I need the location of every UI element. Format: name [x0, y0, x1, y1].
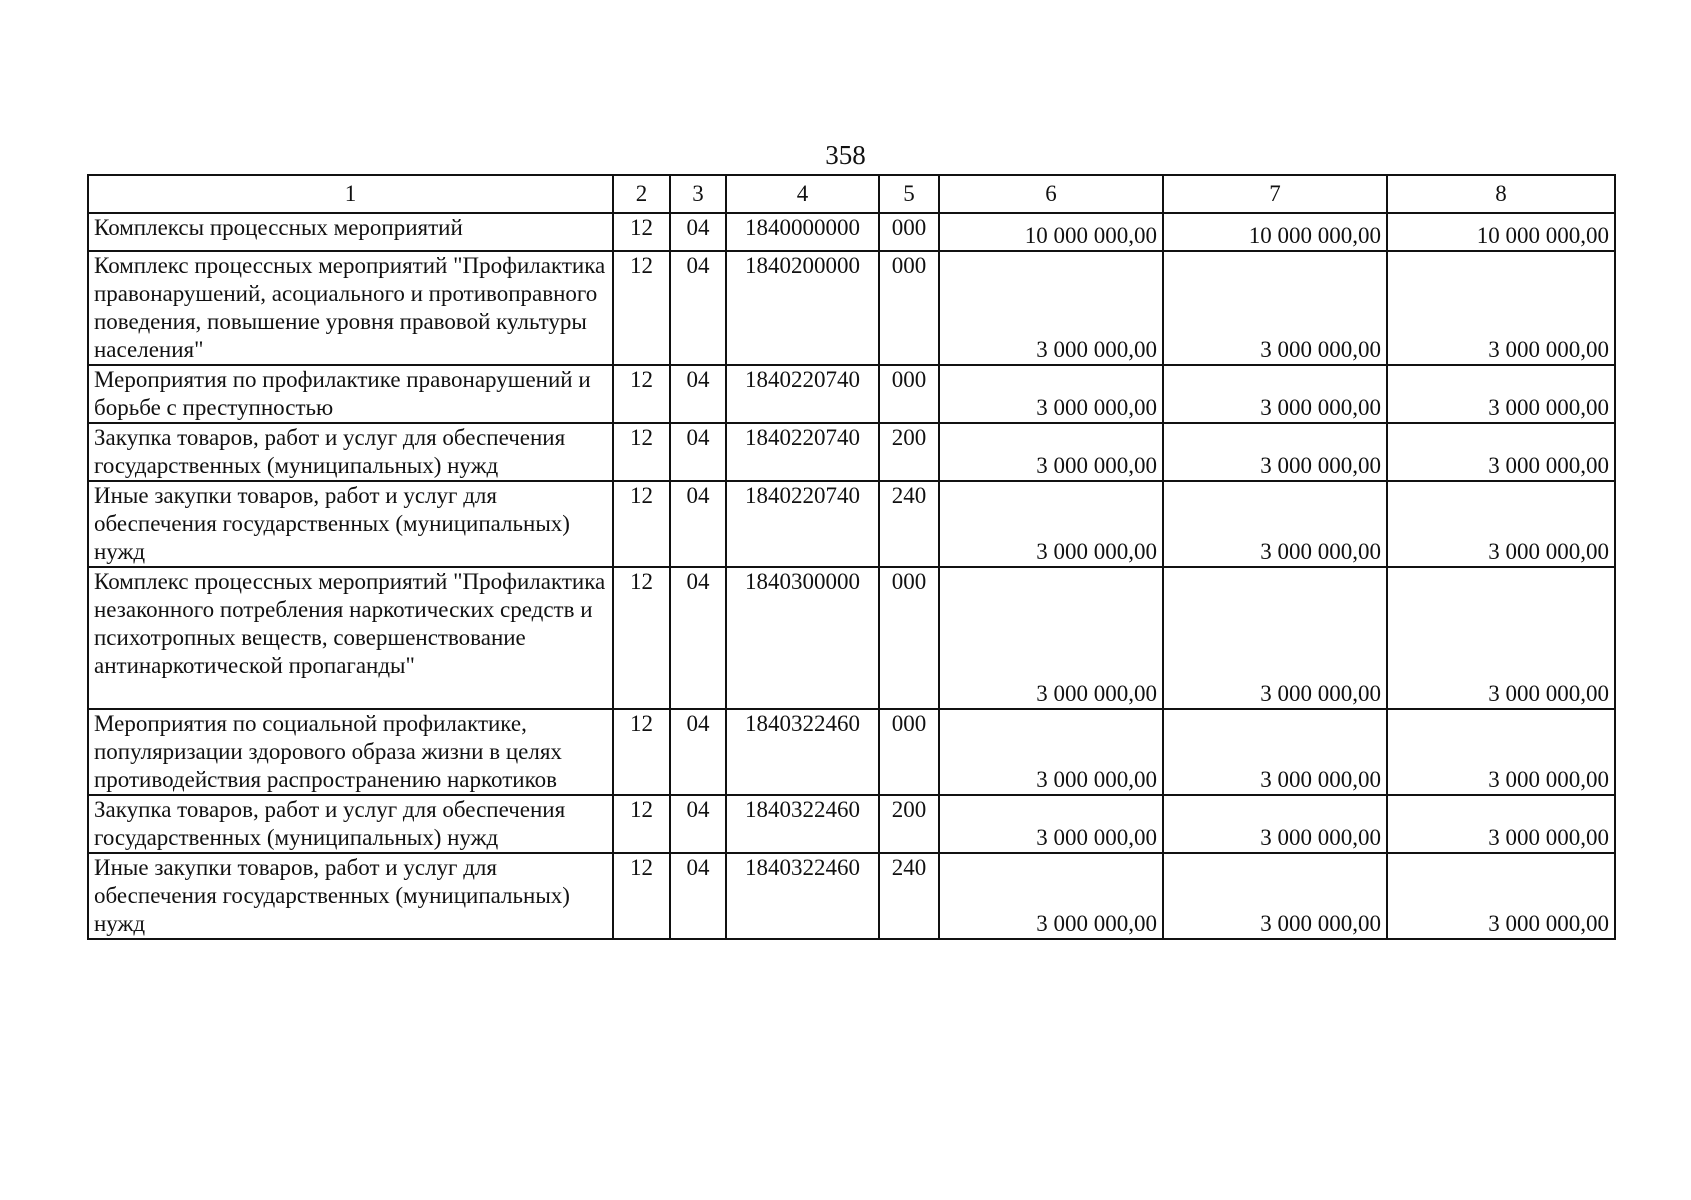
row-code: 04 [670, 213, 726, 251]
row-amount: 3 000 000,00 [1387, 709, 1615, 795]
row-amount: 3 000 000,00 [939, 365, 1163, 423]
row-code: 1840322460 [726, 795, 879, 853]
row-code: 12 [613, 251, 670, 365]
row-amount: 3 000 000,00 [939, 251, 1163, 365]
row-amount: 3 000 000,00 [939, 481, 1163, 567]
row-code: 240 [879, 853, 939, 939]
row-code: 04 [670, 853, 726, 939]
row-code: 1840220740 [726, 365, 879, 423]
row-amount: 3 000 000,00 [1387, 481, 1615, 567]
column-header: 5 [879, 175, 939, 213]
row-code: 240 [879, 481, 939, 567]
row-amount: 3 000 000,00 [939, 709, 1163, 795]
row-amount: 3 000 000,00 [1163, 481, 1387, 567]
row-amount: 3 000 000,00 [1163, 853, 1387, 939]
column-header: 1 [88, 175, 613, 213]
table-row [88, 795, 1615, 853]
budget-table [87, 174, 1616, 940]
table-row [88, 853, 1615, 939]
row-name: Комплекс процессных мероприятий "Профилактика правонарушений, асоциального и противоправного поведения, повышение уровня правовой культуры населения" [88, 251, 613, 365]
row-name: Иные закупки товаров, работ и услуг для обеспечения государственных (муниципальных) нужд [88, 481, 613, 567]
table-header-row [88, 175, 1615, 213]
row-code: 000 [879, 365, 939, 423]
column-header: 6 [939, 175, 1163, 213]
row-code: 200 [879, 795, 939, 853]
row-code: 200 [879, 423, 939, 481]
row-code: 12 [613, 481, 670, 567]
row-code: 1840322460 [726, 853, 879, 939]
row-code: 000 [879, 251, 939, 365]
row-code: 12 [613, 795, 670, 853]
row-amount: 3 000 000,00 [939, 853, 1163, 939]
row-amount: 3 000 000,00 [939, 567, 1163, 709]
column-header: 7 [1163, 175, 1387, 213]
table-row [88, 709, 1615, 795]
table-row [88, 423, 1615, 481]
row-amount: 3 000 000,00 [1387, 567, 1615, 709]
table-row [88, 481, 1615, 567]
row-code: 04 [670, 365, 726, 423]
row-amount: 10 000 000,00 [1163, 213, 1387, 251]
row-code: 1840322460 [726, 709, 879, 795]
row-amount: 3 000 000,00 [939, 423, 1163, 481]
row-amount: 3 000 000,00 [1163, 567, 1387, 709]
column-header: 3 [670, 175, 726, 213]
row-code: 04 [670, 423, 726, 481]
page-number: 358 [825, 140, 866, 170]
row-code: 04 [670, 251, 726, 365]
column-header: 4 [726, 175, 879, 213]
row-code: 12 [613, 365, 670, 423]
row-amount: 3 000 000,00 [1387, 365, 1615, 423]
row-code: 1840000000 [726, 213, 879, 251]
table-row [88, 567, 1615, 709]
row-name: Иные закупки товаров, работ и услуг для обеспечения государственных (муниципальных) нужд [88, 853, 613, 939]
row-code: 12 [613, 709, 670, 795]
row-code: 000 [879, 567, 939, 709]
row-code: 12 [613, 423, 670, 481]
row-name: Комплексы процессных мероприятий [88, 213, 613, 251]
row-code: 1840300000 [726, 567, 879, 709]
row-code: 12 [613, 567, 670, 709]
row-code: 04 [670, 795, 726, 853]
row-code: 04 [670, 481, 726, 567]
row-amount: 3 000 000,00 [1163, 365, 1387, 423]
column-header: 2 [613, 175, 670, 213]
row-amount: 3 000 000,00 [1163, 795, 1387, 853]
row-amount: 3 000 000,00 [1163, 251, 1387, 365]
row-code: 12 [613, 853, 670, 939]
row-amount: 3 000 000,00 [1387, 795, 1615, 853]
row-code: 1840220740 [726, 423, 879, 481]
table-row [88, 365, 1615, 423]
row-code: 1840220740 [726, 481, 879, 567]
row-name: Мероприятия по социальной профилактике, популяризации здорового образа жизни в целях противодействия распространению наркотиков [88, 709, 613, 795]
row-amount: 10 000 000,00 [939, 213, 1163, 251]
row-amount: 3 000 000,00 [1387, 251, 1615, 365]
table-row [88, 213, 1615, 251]
table-row [88, 251, 1615, 365]
row-name: Закупка товаров, работ и услуг для обеспечения государственных (муниципальных) нужд [88, 795, 613, 853]
row-code: 12 [613, 213, 670, 251]
row-amount: 10 000 000,00 [1387, 213, 1615, 251]
row-name: Закупка товаров, работ и услуг для обеспечения государственных (муниципальных) нужд [88, 423, 613, 481]
row-code: 04 [670, 709, 726, 795]
row-code: 000 [879, 213, 939, 251]
row-name: Мероприятия по профилактике правонарушений и борьбе с преступностью [88, 365, 613, 423]
row-code: 1840200000 [726, 251, 879, 365]
row-code: 04 [670, 567, 726, 709]
row-amount: 3 000 000,00 [1387, 423, 1615, 481]
row-amount: 3 000 000,00 [1163, 709, 1387, 795]
row-amount: 3 000 000,00 [1163, 423, 1387, 481]
row-code: 000 [879, 709, 939, 795]
row-amount: 3 000 000,00 [939, 795, 1163, 853]
column-header: 8 [1387, 175, 1615, 213]
row-amount: 3 000 000,00 [1387, 853, 1615, 939]
row-name: Комплекс процессных мероприятий "Профилактика незаконного потребления наркотических средств и психотропных веществ, совершенствование антинаркотической пропаганды" [88, 567, 613, 709]
